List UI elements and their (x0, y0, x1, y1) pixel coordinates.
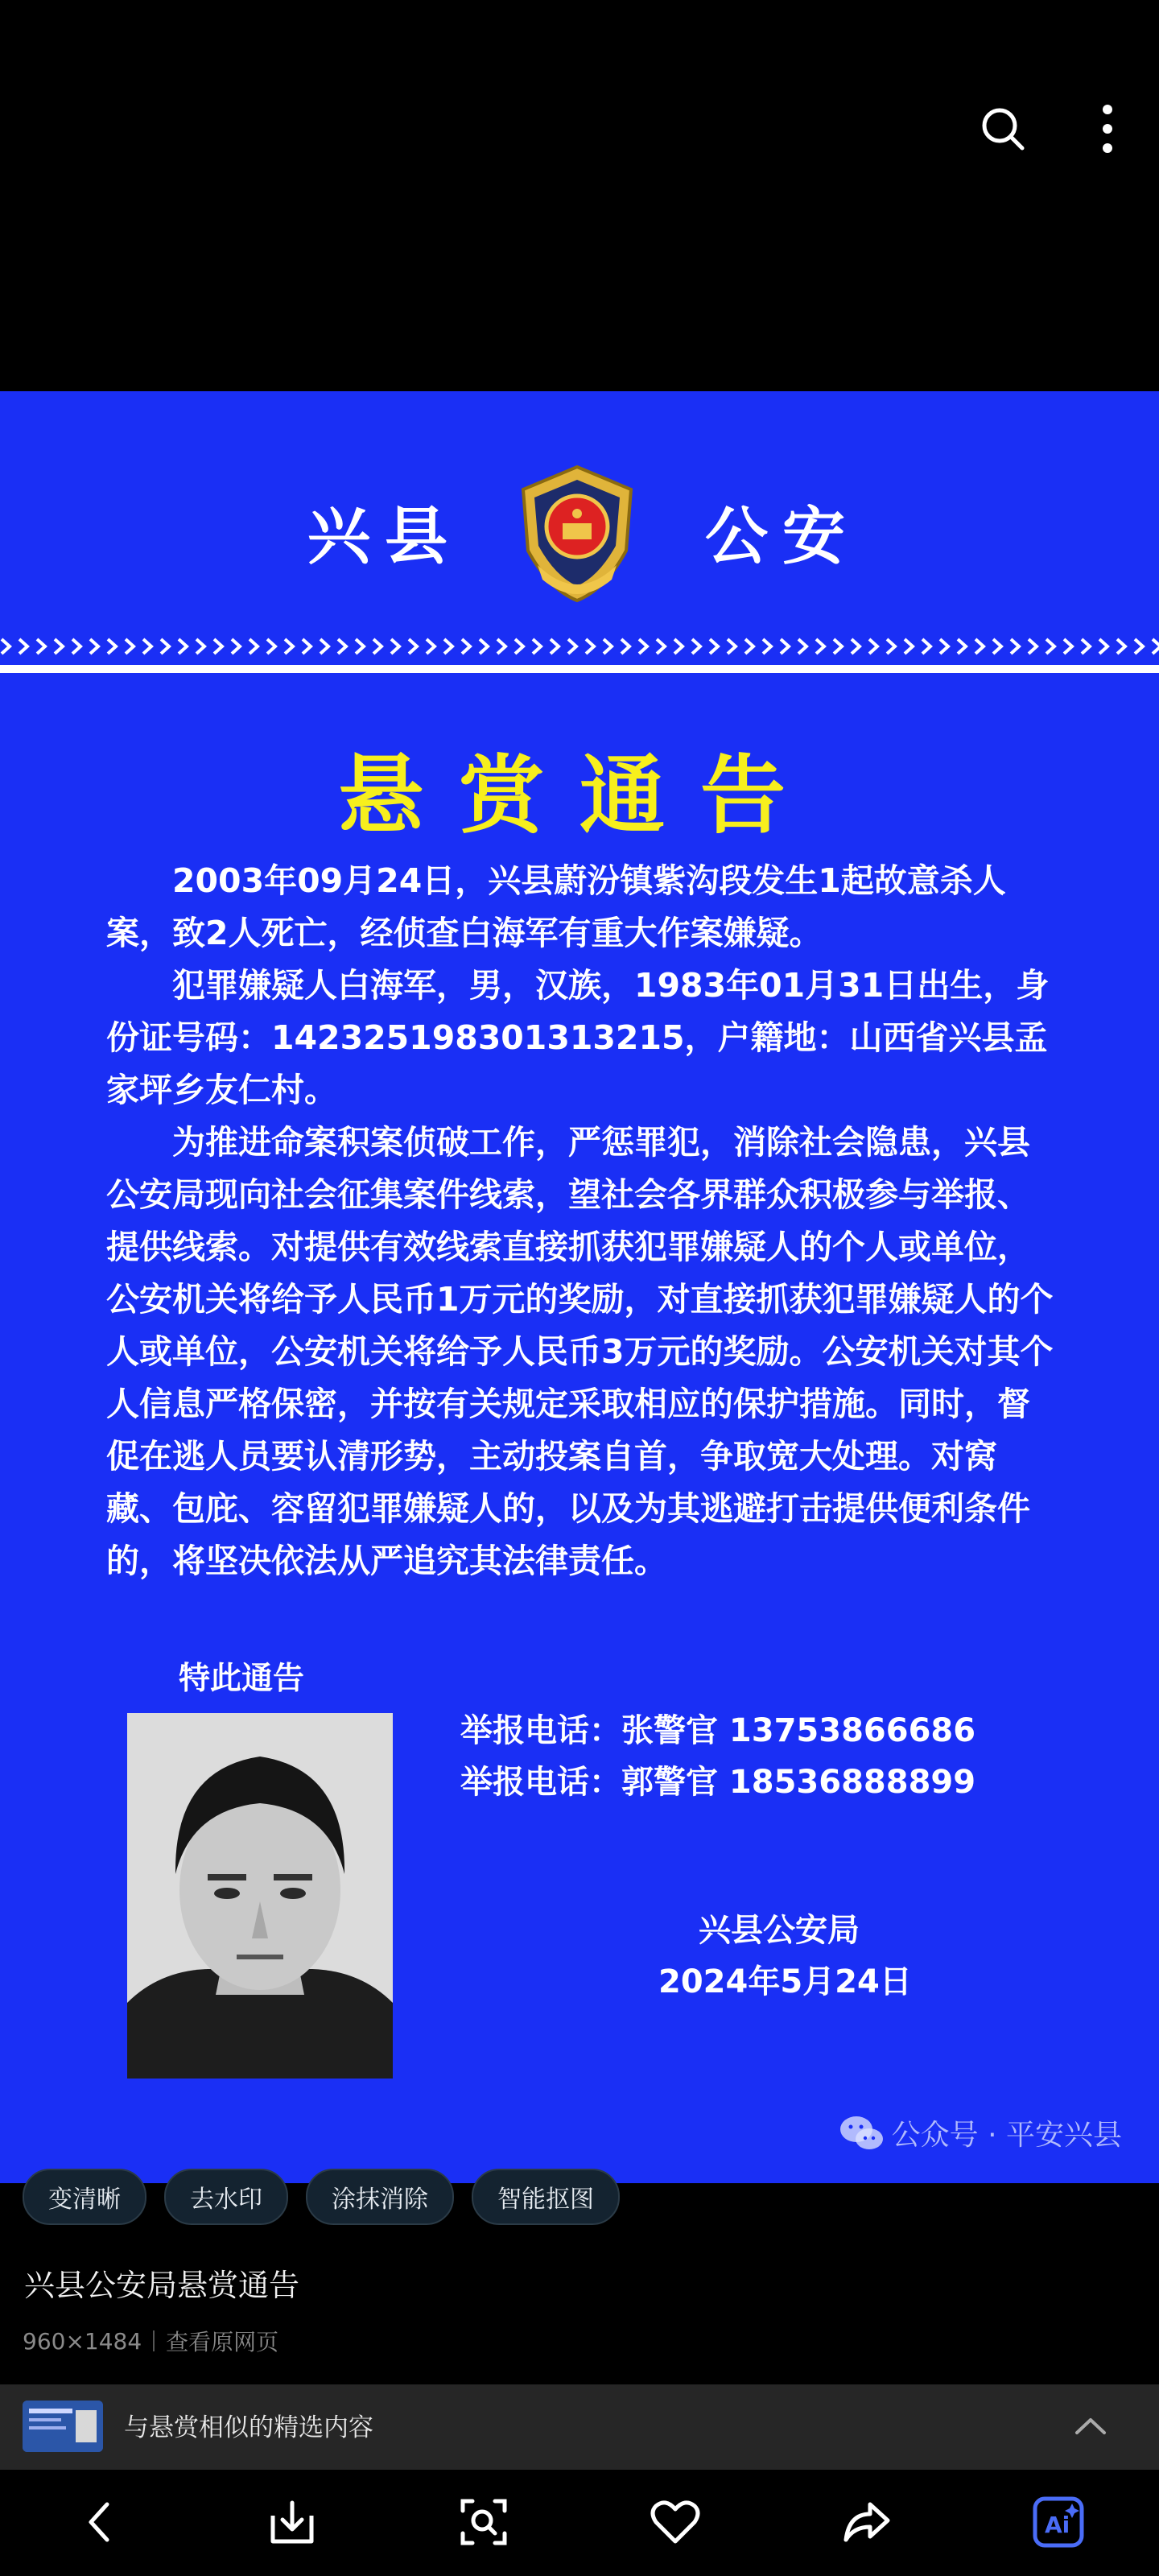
enhance-button[interactable]: 变清晰 (23, 2169, 146, 2225)
similar-label: 与悬赏相似的精选内容 (124, 2413, 373, 2442)
hotline-1: 举报电话：张警官 13753866686 (460, 1712, 976, 1749)
watermark (839, 2112, 1122, 2153)
erase-button[interactable]: 涂抹消除 (306, 2169, 454, 2225)
svg-text:Ai: Ai (1045, 2512, 1070, 2538)
image-meta (23, 2325, 278, 2357)
notice-paragraph: 为推进命案积案侦破工作，严惩罪犯，消除社会隐患，兴县公安局现向社会征集案件线索，望社会各界群众积极参与举报、提供线索。对提供有效线索直接抓获犯罪嫌疑人的个人或单位，公安机关将给予人民币1万元的奖励，对直接抓获犯罪嫌疑人的个人或单位，公安机关将给予人民币3万元的奖励。公安机关对其个人信息严格保密，并按有关规定采取相应的保护措施。同时，督促在逃人员要认清形势，主动投案自首，争取宽大处理。对窝藏、包庇、容留犯罪嫌疑人的，以及为其逃避打击提供便利条件的，将坚决依法从严追究其法律责任。 (106, 1123, 1054, 1580)
header-left-text: 兴县 (307, 500, 463, 573)
visual-search-icon[interactable] (456, 2494, 512, 2550)
smart-cutout-button[interactable]: 智能抠图 (472, 2169, 620, 2225)
ai-icon[interactable] (1030, 2494, 1087, 2550)
download-icon[interactable] (264, 2494, 320, 2550)
watermark-text: 公众号 · 平安兴县 (891, 2119, 1122, 2152)
reward-notice-image[interactable] (0, 391, 1159, 2183)
chevron-up-icon[interactable] (1070, 2407, 1111, 2447)
similar-thumbnail (23, 2401, 103, 2452)
header-divider (0, 665, 1159, 673)
poster-header (0, 391, 1159, 633)
image-action-chips (23, 2169, 620, 2225)
back-icon[interactable] (72, 2494, 129, 2550)
image-size: 960×1484 (23, 2327, 142, 2355)
more-vertical-icon[interactable] (1075, 97, 1140, 161)
header-right-text: 公安 (705, 500, 860, 573)
issuing-agency: 兴县公安局 (699, 1912, 860, 1949)
chevron-divider (0, 638, 1159, 655)
image-title: 兴县公安局悬赏通告 (24, 2268, 300, 2303)
meta-separator (153, 2330, 155, 2351)
similar-content-bar[interactable] (0, 2384, 1159, 2470)
notice-body (106, 855, 1056, 1587)
view-source-link[interactable]: 查看原网页 (166, 2329, 279, 2355)
notice-paragraph: 犯罪嫌疑人白海军，男，汉族，1983年01月31日出生，身份证号码：142325198301313215，户籍地：山西省兴县孟家坪乡友仁村。 (106, 966, 1050, 1109)
hotline-2: 举报电话：郭警官 18536888899 (460, 1764, 976, 1801)
notice-paragraph: 2003年09月24日，兴县蔚汾镇紫沟段发生1起故意杀人案，致2人死亡，经侦查白海军有重大作案嫌疑。 (106, 861, 1006, 952)
police-emblem-icon (509, 462, 645, 607)
top-bar (0, 0, 1159, 391)
bottom-toolbar (0, 2470, 1159, 2576)
issue-date: 2024年5月24日 (658, 1963, 912, 2000)
heart-icon[interactable] (647, 2494, 703, 2550)
wechat-icon (839, 2115, 884, 2152)
search-icon[interactable] (971, 97, 1035, 161)
remove-watermark-button[interactable]: 去水印 (164, 2169, 288, 2225)
notice-closing: 特此通告 (179, 1661, 305, 1697)
notice-title: 悬赏通告 (338, 745, 821, 845)
suspect-photo (127, 1713, 393, 2079)
share-icon[interactable] (839, 2494, 895, 2550)
